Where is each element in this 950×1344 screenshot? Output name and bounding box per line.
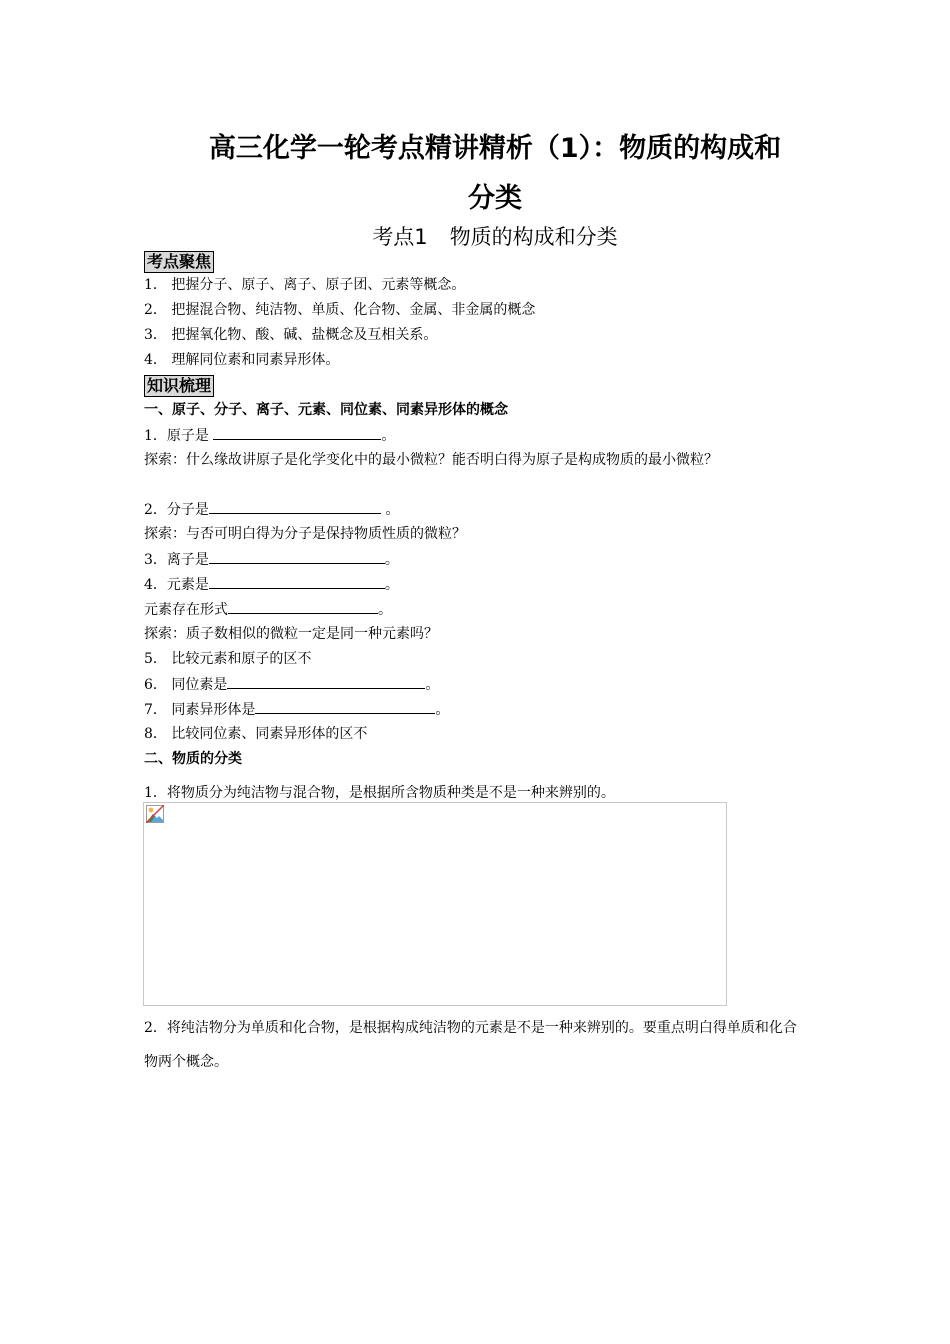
question-atom-suffix: 。 xyxy=(381,428,396,444)
question-isotope-prefix: 6． 同位素是 xyxy=(144,677,228,693)
classification-paragraph-2: 2．将纯洁物分为单质和化合物，是根据构成纯洁物的元素是不是一种来辨别的。要重点明白得单质和化合物两个概念。 xyxy=(144,1020,797,1070)
atom-answer-blank[interactable] xyxy=(213,425,381,440)
focus-item-4: 4． 理解同位素和同素异形体。 xyxy=(144,352,340,368)
ion-answer-blank[interactable] xyxy=(209,549,385,564)
document-title-line1: 高三化学一轮考点精讲精析（1）：物质的构成和 xyxy=(208,133,782,164)
broken-image-icon xyxy=(146,805,164,823)
classification-paragraph-1: 1．将物质分为纯洁物与混合物，是根据所含物质种类是不是一种来辨别的。 xyxy=(144,785,615,801)
knowledge-section-label: 知识梳理 xyxy=(144,375,214,397)
element-form-suffix: 。 xyxy=(378,602,392,618)
explore-element: 探索：质子数相似的微粒一定是同一种元素吗？ xyxy=(144,626,438,642)
question-element xyxy=(144,574,399,595)
question-element-prefix: 4．元素是 xyxy=(144,577,209,593)
element-form-blank[interactable] xyxy=(228,599,378,614)
question-atom-prefix: 1．原子是 xyxy=(144,428,209,444)
question-compare-isotope-allotrope: 8． 比较同位素、同素异形体的区不 xyxy=(144,726,368,742)
question-ion xyxy=(144,549,399,570)
focus-section-label: 考点聚焦 xyxy=(144,251,214,273)
allotrope-answer-blank[interactable] xyxy=(255,699,435,714)
question-ion-suffix: 。 xyxy=(384,552,399,568)
question-allotrope xyxy=(144,699,449,720)
question-isotope-suffix: 。 xyxy=(425,677,440,693)
element-form-line xyxy=(144,599,392,620)
question-molecule-suffix: 。 xyxy=(385,502,400,518)
isotope-answer-blank[interactable] xyxy=(227,674,425,689)
molecule-answer-blank[interactable] xyxy=(209,499,381,514)
broken-image-placeholder xyxy=(143,802,727,1006)
explore-molecule: 探索：与否可明白得为分子是保持物质性质的微粒？ xyxy=(144,526,466,542)
question-allotrope-suffix: 。 xyxy=(435,702,450,718)
subtitle-label: 考点1 xyxy=(372,225,428,249)
question-allotrope-prefix: 7． 同素异形体是 xyxy=(144,702,256,718)
question-compare-element-atom: 5． 比较元素和原子的区不 xyxy=(144,651,312,667)
focus-item-1: 1． 把握分子、原子、离子、原子团、元素等概念。 xyxy=(144,277,466,293)
question-atom xyxy=(144,425,395,446)
explore-atom: 探索：什么缘故讲原子是化学变化中的最小微粒？能否明白得为原子是构成物质的最小微粒？ xyxy=(144,452,718,468)
section-subtitle xyxy=(150,224,840,250)
part1-heading: 一、原子、分子、离子、元素、同位素、同素异形体的概念 xyxy=(144,402,508,418)
focus-item-3: 3． 把握氧化物、酸、碱、盐概念及互相关系。 xyxy=(144,327,438,343)
part2-heading: 二、物质的分类 xyxy=(144,751,242,767)
question-isotope xyxy=(144,674,439,695)
question-molecule-prefix: 2．分子是 xyxy=(144,502,209,518)
focus-item-2: 2． 把握混合物、纯洁物、单质、化合物、金属、非金属的概念 xyxy=(144,302,536,318)
question-element-suffix: 。 xyxy=(384,577,399,593)
question-molecule xyxy=(144,499,399,520)
question-ion-prefix: 3．离子是 xyxy=(144,552,209,568)
element-answer-blank[interactable] xyxy=(209,574,385,589)
document-title-line2: 分类 xyxy=(468,183,522,214)
element-form-prefix: 元素存在形式 xyxy=(144,602,228,618)
subtitle-text: 物质的构成和分类 xyxy=(449,225,618,249)
